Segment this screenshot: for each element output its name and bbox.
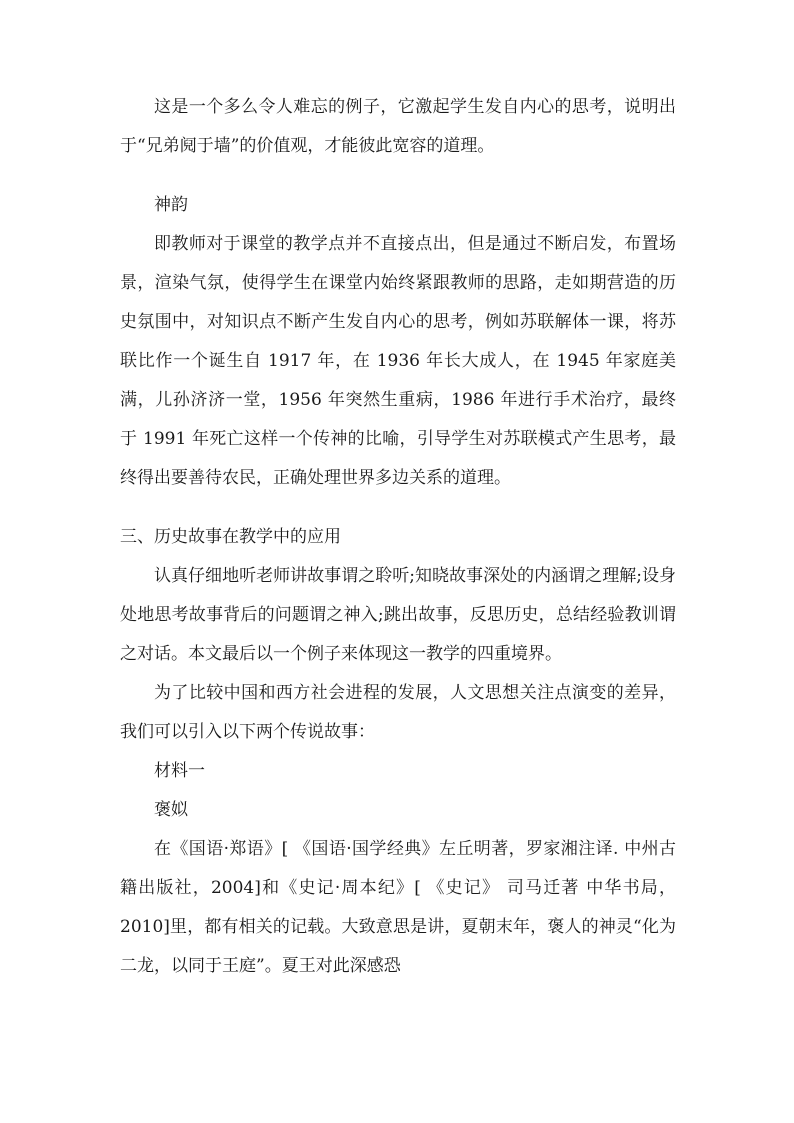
section-heading-3: 三、历史故事在教学中的应用: [120, 527, 341, 547]
paragraph-shenyun: 即教师对于课堂的教学点并不直接点出，但是通过不断启发，布置场景，渲染气氛，使得学生在课堂内始终紧跟教师的思路，走如期营造的历史氛围中，对知识点不断产生发自内心的思考，例如苏联解体一课，将苏联比作一个诞生自 1917 年，在 1936 年长大成人，在 1945 年家庭美满，儿孙济济一堂，1956 年突然生重病，1986 年进行手术治疗，最终于 1991 年死亡这样一个传神的比喻，引导学生对苏联模式产生思考，最终得出要善待农民，正确处理世界多边关系的道理。: [120, 234, 676, 488]
subheading-baosi: 褒姒: [154, 800, 188, 820]
subheading-material-1: 材料一: [154, 761, 205, 781]
paragraph-four-realms: 认真仔细地听老师讲故事谓之聆听;知晓故事深处的内涵谓之理解;设身处地思考故事背后的问题谓之神入;跳出故事，反思历史，总结经验教训谓之对话。本文最后以一个例子来体现这一教学的四重境界。: [120, 566, 676, 664]
paragraph-intro-stories: 为了比较中国和西方社会进程的发展，人文思想关注点演变的差异，我们可以引入以下两个传说故事：: [120, 683, 676, 742]
document-page: [120, 88, 676, 986]
spacer: [120, 498, 676, 518]
paragraph-baosi-story: 在《国语·郑语》[ 《国语·国学经典》左丘明著，罗家湘注译. 中州古籍出版社，2004]和《史记·周本纪》[ 《史记》 司马迁著 中华书局，2010]里，都有相关的记载。大致意思是讲，夏朝末年，褒人的神灵“化为二龙，以同于王庭”。夏王对此深感恐: [120, 839, 676, 976]
spacer: [120, 166, 676, 186]
paragraph-example-summary: 这是一个多么令人难忘的例子，它激起学生发自内心的思考，说明出于“兄弟阋于墙”的价值观，才能彼此宽容的道理。: [120, 97, 676, 156]
subheading-shenyun: 神韵: [154, 195, 188, 215]
